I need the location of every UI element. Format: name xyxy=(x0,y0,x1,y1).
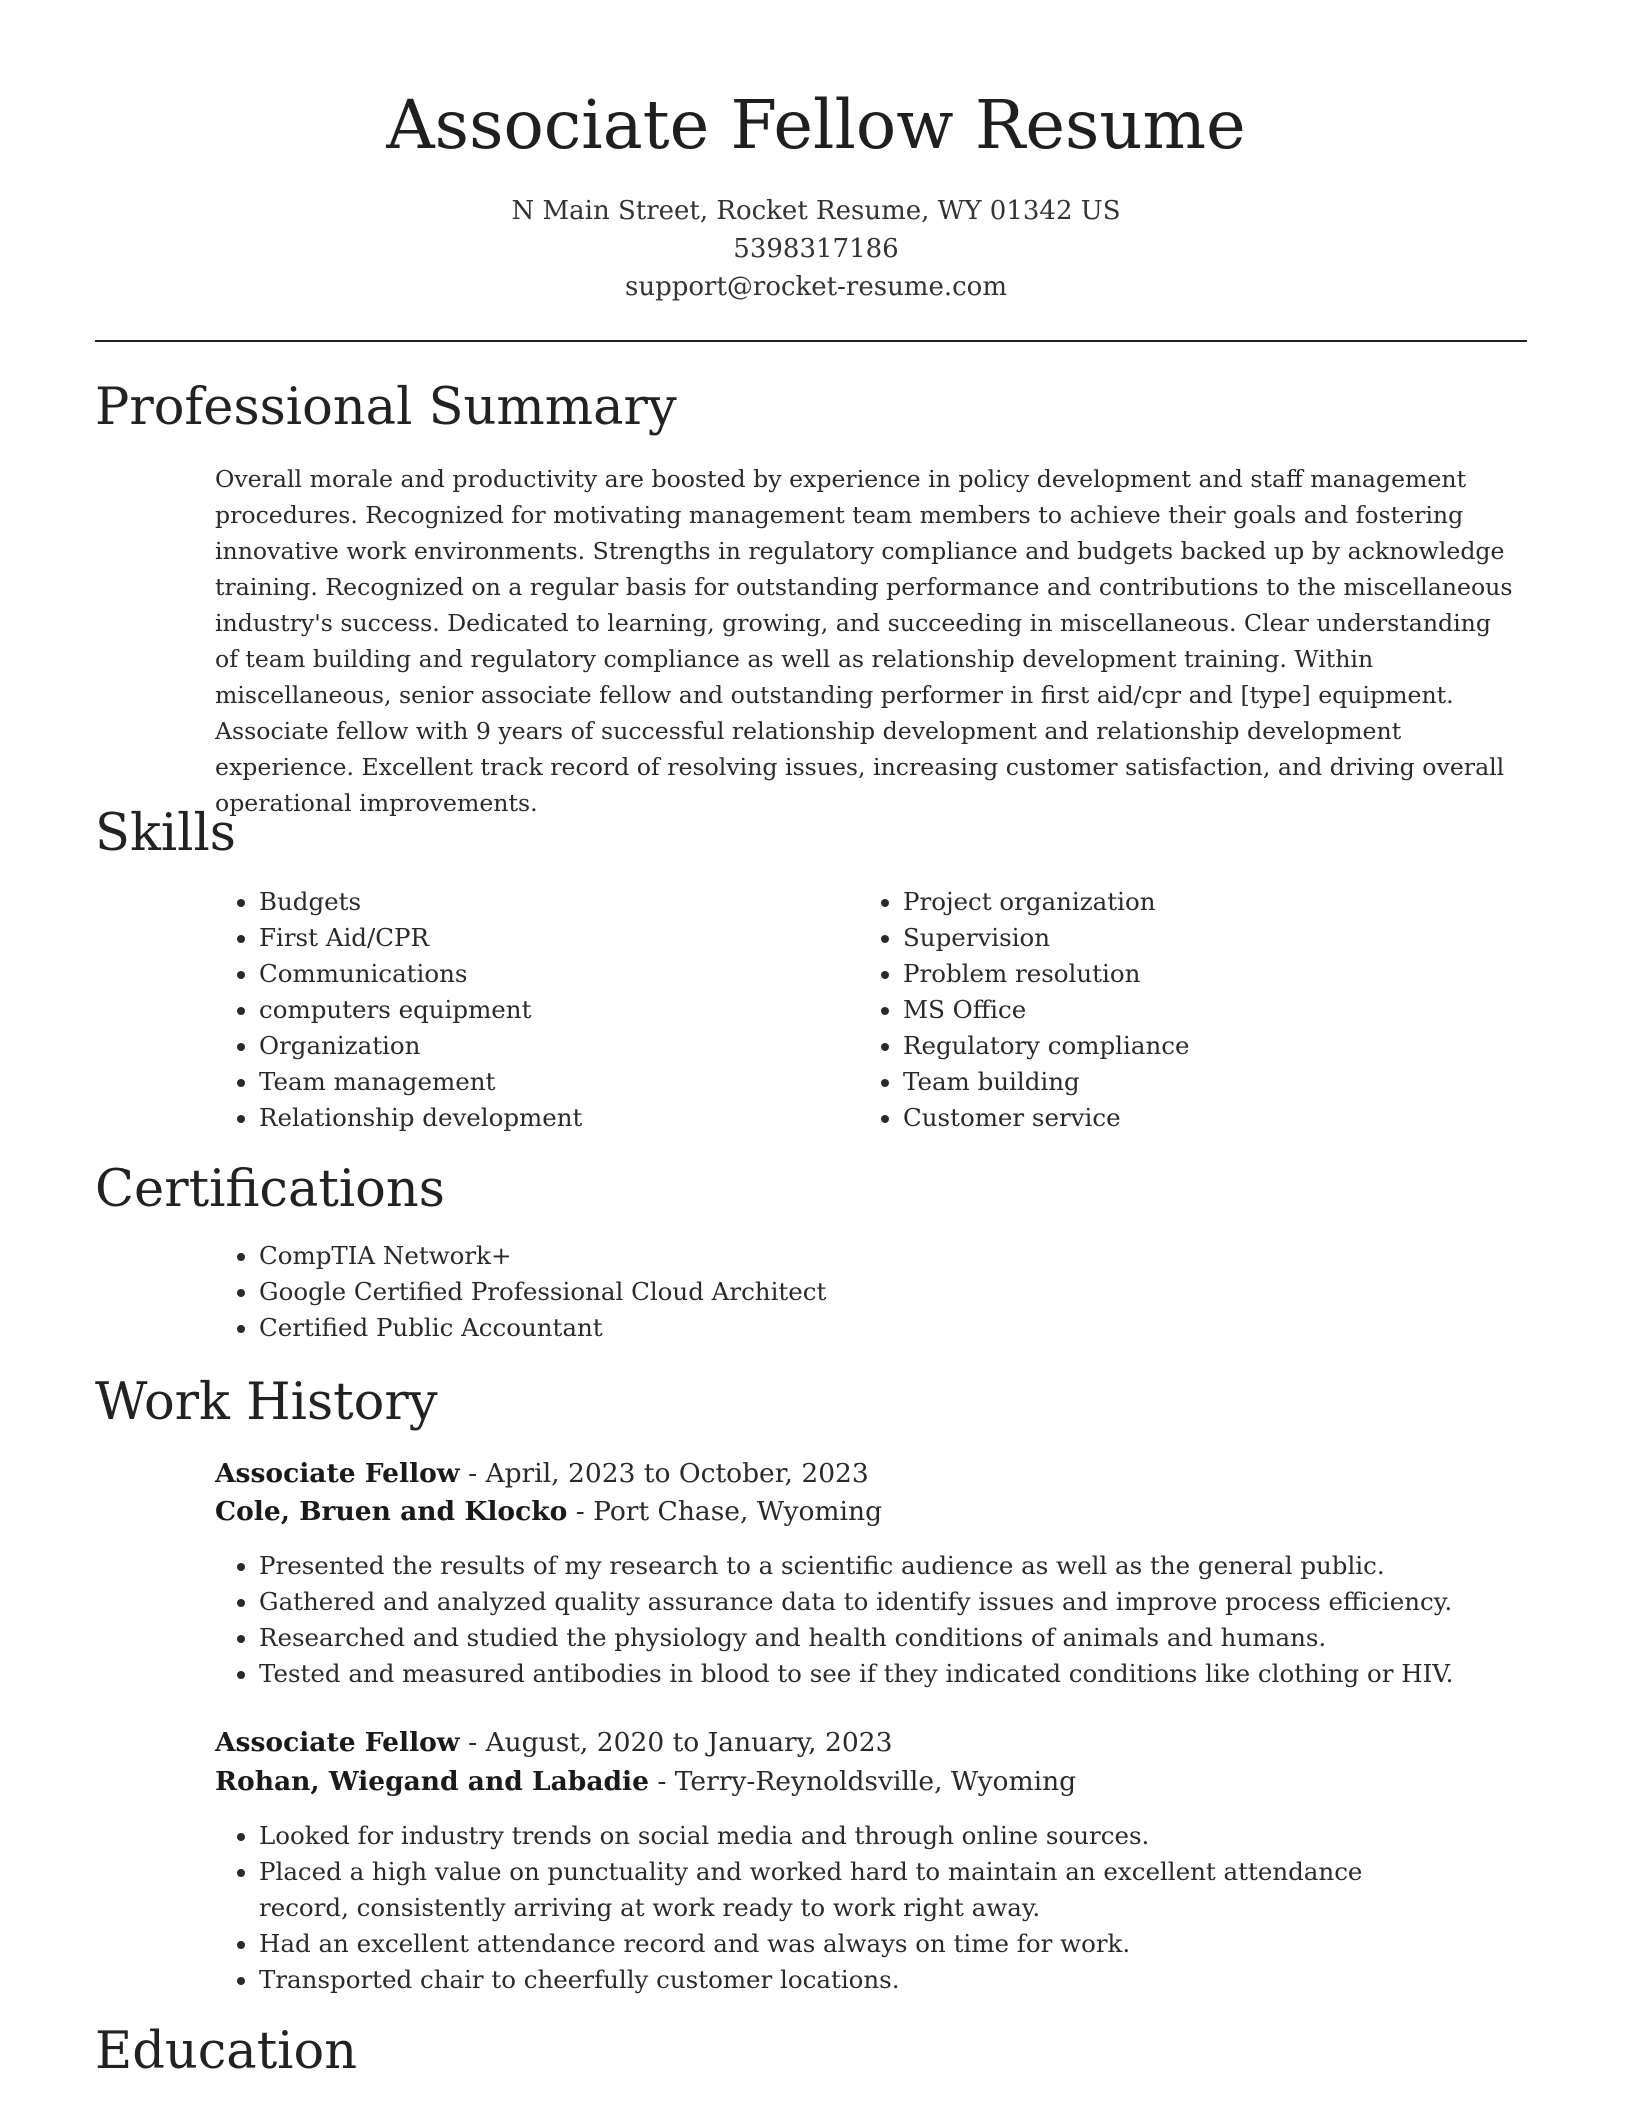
skill-item: • Team building xyxy=(903,1064,1189,1100)
skill-item: • Project organization xyxy=(903,884,1189,920)
job-bullet: • Looked for industry trends on social media and through online sources. xyxy=(259,1818,1449,1854)
job-title-line xyxy=(215,1724,892,1762)
skills-heading: Skills xyxy=(95,804,236,863)
skill-item: • Budgets xyxy=(259,884,582,920)
skills-list-right xyxy=(859,884,1189,1136)
job-bullet: • Transported chair to cheerfully customer locations. xyxy=(259,1962,1449,1998)
work-history-heading: Work History xyxy=(95,1373,438,1432)
certification-item: • CompTIA Network+ xyxy=(259,1238,826,1274)
resume-title: Associate Fellow Resume xyxy=(386,86,1246,164)
contact-email: support@rocket-resume.com xyxy=(624,272,1007,302)
job-separator: - xyxy=(468,1727,486,1758)
job-separator: - xyxy=(657,1766,675,1797)
skill-item: • Supervision xyxy=(903,920,1189,956)
job-location: Terry-Reynoldsville, Wyoming xyxy=(674,1766,1077,1797)
job-title: Associate Fellow xyxy=(215,1727,460,1758)
job-bullet: • Tested and measured antibodies in blood to see if they indicated conditions like clothing or HIV. xyxy=(259,1656,1453,1692)
job-dates: April, 2023 to October, 2023 xyxy=(485,1458,869,1489)
skill-item: • Communications xyxy=(259,956,582,992)
job-location: Port Chase, Wyoming xyxy=(593,1496,883,1527)
education-heading: Education xyxy=(95,2022,358,2081)
skill-item: • computers equipment xyxy=(259,992,582,1028)
skill-item: • Organization xyxy=(259,1028,582,1064)
header-divider xyxy=(95,340,1527,342)
certifications-heading: Certifications xyxy=(95,1160,445,1219)
job-separator: - xyxy=(468,1458,486,1489)
job-bullet: • Had an excellent attendance record and was always on time for work. xyxy=(259,1926,1449,1962)
skill-item: • Relationship development xyxy=(259,1100,582,1136)
job-company-line xyxy=(215,1493,882,1531)
skill-item: • Regulatory compliance xyxy=(903,1028,1189,1064)
certification-item: • Certified Public Accountant xyxy=(259,1310,826,1346)
contact-phone: 5398317186 xyxy=(733,234,899,264)
job-title: Associate Fellow xyxy=(215,1458,460,1489)
summary-text: Overall morale and productivity are boosted by experience in policy development and staff management procedures. Recognized for motivating management team members to achieve their goals and fostering innovative work environments. Strengths in regulatory compliance and budgets backed up by acknowledge training. Recognized on a regular basis for outstanding performance and contributions to the miscellaneous industry's success. Dedicated to learning, growing, and succeeding in miscellaneous. Clear understanding of team building and regulatory compliance as well as relationship development training. Within miscellaneous, senior associate fellow and outstanding performer in first aid/cpr and [type] equipment. Associate fellow with 9 years of successful relationship development and relationship development experience. Excellent track record of resolving issues, increasing customer satisfaction, and driving overall operational improvements. xyxy=(215,465,1513,817)
certification-item: • Google Certified Professional Cloud Architect xyxy=(259,1274,826,1310)
job-bullet: • Researched and studied the physiology and health conditions of animals and humans. xyxy=(259,1620,1453,1656)
skill-item: • MS Office xyxy=(903,992,1189,1028)
job-company-line xyxy=(215,1763,1076,1801)
skill-item: • Team management xyxy=(259,1064,582,1100)
job-title-line xyxy=(215,1455,869,1493)
skill-item: • Customer service xyxy=(903,1100,1189,1136)
job-separator: - xyxy=(575,1496,594,1527)
job-bullet: • Gathered and analyzed quality assurance data to identify issues and improve process efficiency. xyxy=(259,1584,1453,1620)
job-bullets xyxy=(215,1548,1453,1692)
job-bullet: • Presented the results of my research to a scientific audience as well as the general public. xyxy=(259,1548,1453,1584)
summary-heading: Professional Summary xyxy=(95,378,677,437)
job-bullet: • Placed a high value on punctuality and worked hard to maintain an excellent attendance record, consistently arriving at work ready to work right away. xyxy=(259,1854,1449,1926)
job-dates: August, 2020 to January, 2023 xyxy=(485,1727,893,1758)
contact-block xyxy=(0,192,1632,306)
skill-item: • Problem resolution xyxy=(903,956,1189,992)
job-bullets xyxy=(215,1818,1449,1998)
job-company: Rohan, Wiegand and Labadie xyxy=(215,1766,649,1797)
skills-list-left xyxy=(215,884,582,1136)
certifications-list xyxy=(215,1238,826,1346)
job-company: Cole, Bruen and Klocko xyxy=(215,1496,568,1527)
contact-address: N Main Street, Rocket Resume, WY 01342 US xyxy=(511,196,1121,226)
skill-item: • First Aid/CPR xyxy=(259,920,582,956)
